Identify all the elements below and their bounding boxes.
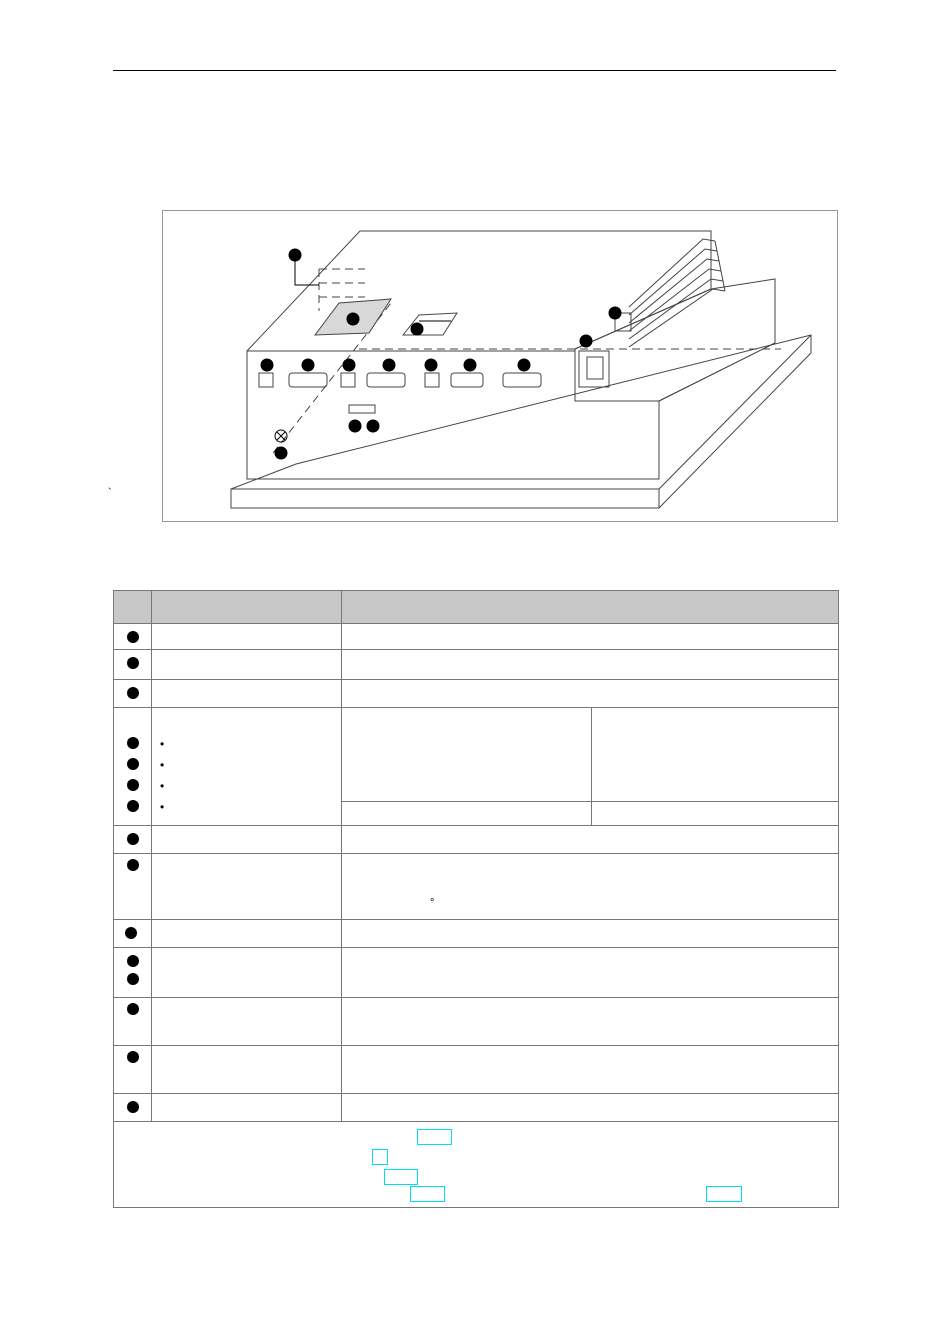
callout-number-icon (127, 859, 139, 871)
callout-number-icon (125, 927, 137, 939)
table-row (114, 1046, 839, 1094)
callout-number-icon (127, 657, 139, 669)
list-item: • (160, 800, 165, 814)
table-row (114, 624, 839, 650)
callout-number-icon (127, 737, 139, 749)
device-rear-view-figure (162, 210, 838, 522)
cross-reference-link[interactable] (417, 1129, 452, 1145)
table-row (114, 680, 839, 708)
table-footnote-row (114, 1122, 839, 1208)
legend-table (113, 590, 839, 1208)
raised-block (575, 279, 775, 401)
cross-reference-link[interactable] (384, 1169, 418, 1185)
interface-bullet-list (152, 734, 341, 818)
callout-number-icon (127, 687, 139, 699)
callout-number-icon (127, 631, 139, 643)
table-row (114, 1094, 839, 1122)
list-item: • (160, 779, 165, 793)
degree-symbol: ° (430, 897, 435, 909)
cross-reference-link[interactable] (410, 1186, 445, 1202)
callout-number-icon (127, 758, 139, 770)
interfaces-row (259, 373, 541, 413)
callout-number-icon (127, 779, 139, 791)
table-row (114, 708, 839, 802)
callout-number-icon (127, 955, 139, 967)
table-row (114, 948, 839, 998)
header-cell-number (114, 591, 152, 624)
device-rear-view-drawing (163, 211, 839, 523)
table-row (114, 650, 839, 680)
cross-reference-link[interactable] (372, 1149, 388, 1165)
housing (247, 231, 711, 479)
table-row (114, 920, 839, 948)
callout-number-icon (127, 1101, 139, 1113)
callout-number-icon (127, 833, 139, 845)
table-row (114, 998, 839, 1046)
list-item: • (160, 758, 165, 772)
table-header-row (114, 591, 839, 624)
callout-number-icon (127, 1003, 139, 1015)
header-rule (113, 70, 836, 71)
stray-mark: ` (108, 487, 112, 499)
list-item: • (160, 737, 165, 751)
power-connector-housing (579, 351, 609, 387)
callout-number-icon (127, 973, 139, 985)
header-cell-description (342, 591, 839, 624)
callout-number-icon (127, 1051, 139, 1063)
table-row (114, 826, 839, 854)
cross-reference-link[interactable] (706, 1186, 742, 1202)
callout-number-icon (127, 800, 139, 812)
table-row (114, 854, 839, 920)
header-cell-element (152, 591, 342, 624)
